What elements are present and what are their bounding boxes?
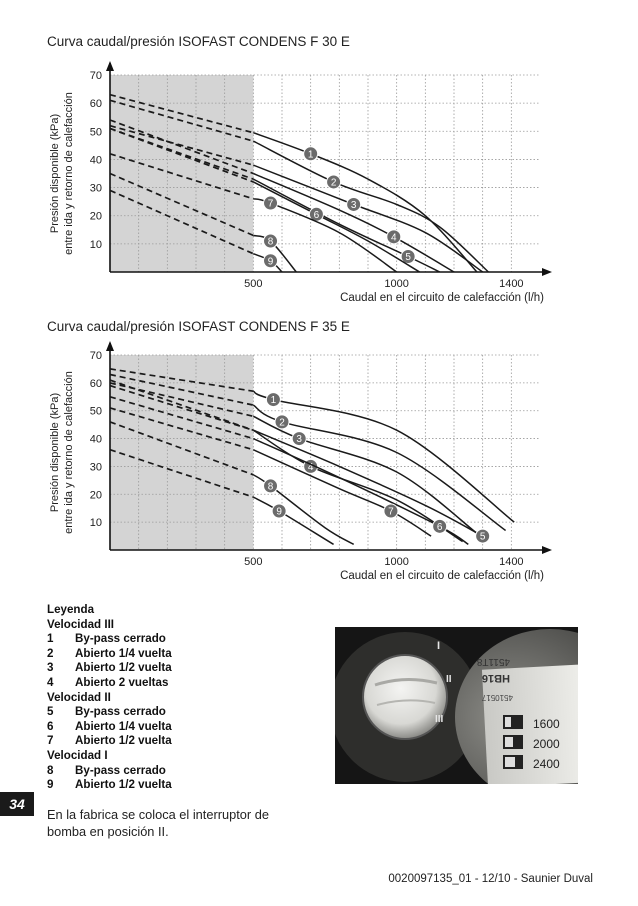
x-tick-label: 500	[244, 278, 263, 290]
legend-item-label: By-pass cerrado	[75, 632, 166, 646]
legend-item-number: 4	[47, 675, 54, 689]
series-1-marker-label: 1	[307, 149, 314, 161]
legend-item-label: Abierto 1/4 vuelta	[75, 719, 172, 733]
legend-item	[47, 647, 327, 662]
legend-item-number: 3	[47, 661, 54, 675]
photo-switch-mark-1: I	[437, 640, 441, 652]
legend-body	[47, 618, 327, 793]
series-8-marker-label: 8	[267, 236, 274, 248]
legend-item-label: Abierto 1/2 vuelta	[75, 734, 172, 748]
y-axis-label: entre ida y retorno de calefacción	[63, 371, 75, 534]
y-axis-arrow	[106, 341, 114, 351]
legend-item	[47, 734, 327, 749]
legend-item-label: By-pass cerrado	[75, 705, 166, 719]
pump-selector-photo	[335, 627, 578, 784]
pump-photo-image	[335, 627, 578, 784]
legend-item	[47, 764, 327, 779]
y-tick-label: 40	[89, 433, 102, 446]
photo-label-line-2: HB16	[481, 672, 510, 684]
series-3-marker-label: 3	[350, 200, 357, 212]
chart-title-f35: Curva caudal/presión ISOFAST CONDENS F 35 E	[47, 319, 350, 334]
photo-label-code: 4510517	[481, 693, 513, 702]
x-tick-label: 1400	[499, 278, 524, 290]
legend-item-label: Abierto 1/4 vuelta	[75, 646, 172, 660]
series-9-marker-label: 9	[276, 506, 282, 518]
photo-label-line-1: 4511T8	[476, 656, 510, 667]
photo-switch-mark-3: III	[435, 714, 444, 725]
x-tick-label: 1000	[384, 556, 409, 568]
y-axis-label: entre ida y retorno de calefacción	[63, 92, 75, 255]
y-tick-label: 60	[89, 377, 102, 390]
photo-speed-2: 2000	[533, 737, 560, 751]
series-2-solid	[253, 405, 505, 530]
y-tick-label: 50	[89, 405, 102, 418]
y-axis-label: Presión disponible (kPa)	[49, 113, 61, 234]
legend-item	[47, 720, 327, 735]
series-1-marker-label: 1	[270, 395, 277, 407]
legend-item-number: 7	[47, 734, 54, 748]
series-5-marker-label: 5	[405, 252, 411, 264]
page-number: 34	[0, 792, 34, 816]
y-axis-label: Presión disponible (kPa)	[49, 392, 61, 513]
y-tick-label: 30	[89, 182, 102, 195]
shaded-region	[110, 355, 253, 550]
series-2-marker-label: 2	[279, 417, 285, 429]
y-tick-label: 50	[89, 126, 102, 139]
legend-item	[47, 676, 327, 691]
chart-title-f30: Curva caudal/presión ISOFAST CONDENS F 30 E	[47, 34, 350, 49]
legend-heading: Velocidad II	[47, 690, 111, 704]
x-tick-label: 1400	[499, 556, 524, 568]
legend-item	[47, 632, 327, 647]
legend-item-number: 5	[47, 705, 54, 719]
legend-item-number: 2	[47, 646, 54, 660]
y-tick-label: 20	[89, 489, 102, 502]
legend-item-number: 1	[47, 632, 54, 646]
series-6-marker-label: 6	[313, 209, 320, 221]
x-axis-label: Caudal en el circuito de calefacción (l/h)	[340, 292, 544, 304]
y-tick-label: 20	[89, 210, 102, 223]
series-7-marker-label: 7	[388, 506, 394, 518]
legend-item-label: By-pass cerrado	[75, 763, 166, 777]
legend-title: Leyenda	[47, 603, 95, 616]
legend-heading: Velocidad I	[47, 748, 108, 762]
legend-item-number: 9	[47, 778, 54, 792]
legend-item	[47, 778, 327, 793]
x-axis-arrow	[542, 546, 552, 554]
series-3-marker-label: 3	[296, 434, 302, 446]
factory-note: En la fabrica se coloca el interruptor de bomba en posición II.	[47, 807, 269, 839]
series-5-marker-label: 5	[479, 531, 486, 543]
photo-speed-1: 1600	[533, 717, 560, 731]
y-tick-label: 10	[89, 517, 102, 530]
series-8-marker-label: 8	[267, 481, 274, 493]
legend-item-number: 8	[47, 763, 54, 777]
y-tick-label: 10	[89, 238, 102, 251]
legend	[47, 603, 327, 793]
series-9-marker-label: 9	[267, 256, 274, 268]
x-tick-label: 1000	[384, 278, 409, 290]
photo-switch-mark-2: II	[446, 674, 452, 685]
legend-item-label: Abierto 1/2 vuelta	[75, 778, 172, 792]
x-axis-label: Caudal en el circuito de calefacción (l/h)	[340, 570, 544, 582]
y-tick-label: 60	[89, 98, 102, 111]
legend-heading: Velocidad III	[47, 617, 115, 631]
photo-speed-3: 2400	[533, 757, 560, 771]
legend-item	[47, 661, 327, 676]
legend-item-label: Abierto 2 vueltas	[75, 675, 169, 689]
y-tick-label: 40	[89, 154, 102, 167]
series-7-marker-label: 7	[267, 198, 274, 210]
legend-item-number: 6	[47, 719, 54, 733]
legend-item-label: Abierto 1/2 vuelta	[75, 661, 172, 675]
x-tick-label: 500	[244, 556, 263, 568]
y-tick-label: 30	[89, 461, 102, 474]
y-tick-label: 70	[89, 350, 102, 362]
series-4-marker-label: 4	[307, 462, 314, 474]
y-tick-label: 70	[89, 70, 102, 82]
document-footer: 0020097135_01 - 12/10 - Saunier Duval	[388, 873, 593, 885]
legend-item	[47, 705, 327, 720]
series-6-marker-label: 6	[436, 521, 443, 533]
series-2-marker-label: 2	[330, 177, 337, 189]
series-4-marker-label: 4	[391, 232, 397, 244]
